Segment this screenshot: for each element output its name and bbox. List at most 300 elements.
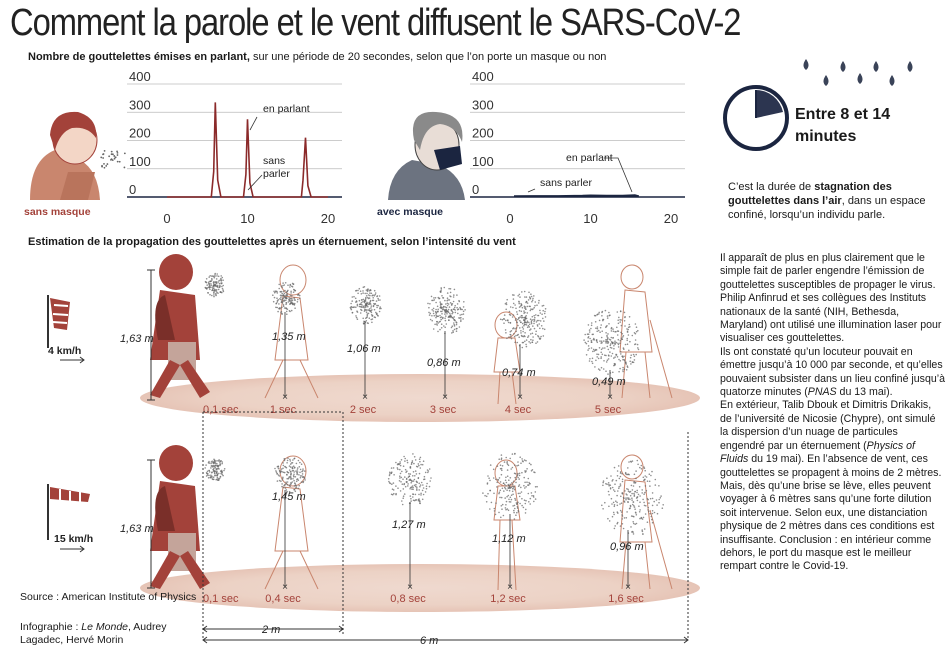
annotation: parler	[263, 168, 290, 180]
cloud-particle	[299, 298, 301, 300]
cloud-particle	[215, 293, 217, 295]
time-label: 1 sec	[269, 404, 297, 416]
time-label: 1,2 sec	[490, 593, 526, 605]
cloud-particle	[283, 465, 285, 467]
cloud-particle	[651, 516, 653, 518]
cloud-particle	[620, 471, 622, 473]
cloud-particle	[607, 317, 609, 319]
cloud-particle	[517, 477, 519, 479]
cloud-particle	[601, 349, 603, 351]
cloud-particle	[506, 489, 508, 491]
clock-icon	[725, 87, 787, 149]
cloud-particle	[634, 359, 636, 361]
cloud-particle	[607, 333, 609, 335]
cloud-particle	[510, 306, 512, 308]
cloud-particle	[526, 296, 528, 298]
cloud-particle	[290, 471, 292, 473]
cloud-particle	[621, 473, 623, 475]
cloud-particle	[296, 473, 298, 475]
cloud-particle	[634, 491, 636, 493]
article-paragraph: Il apparaît de plus en plus clairement que le simple fait de parler engendre l’émission de gouttelettes susceptibles de propager le virus. Philip Anfinrud et ses collègues des Instituts nationaux de la santé (NIH, Bethesda, Maryland) ont utilisé une illumination laser pour visualiser ces gouttelettes.	[720, 252, 942, 345]
cloud-particle	[206, 284, 208, 286]
cloud-particle	[513, 512, 515, 514]
cloud-particle	[524, 482, 526, 484]
credits-note: Infographie : Le Monde, Audrey Lagadec, Hervé Morin	[20, 621, 167, 646]
cloud-particle	[503, 482, 505, 484]
cloud-particle	[537, 325, 539, 327]
cloud-particle	[501, 459, 503, 461]
cloud-particle	[505, 485, 507, 487]
cloud-particle	[505, 457, 507, 459]
cloud-particle	[607, 341, 609, 343]
cloud-particle	[212, 466, 214, 468]
cloud-particle	[527, 306, 529, 308]
cloud-particle	[511, 482, 513, 484]
cloud-particle	[536, 321, 538, 323]
cloud-particle	[445, 320, 447, 322]
cloud-particle	[433, 308, 435, 310]
cloud-particle	[517, 295, 519, 297]
cloud-particle	[614, 340, 616, 342]
cloud-particle	[652, 505, 654, 507]
cloud-particle	[501, 454, 503, 456]
cloud-particle	[408, 473, 410, 475]
cloud-particle	[626, 517, 628, 519]
cloud-particle	[456, 322, 458, 324]
cloud-particle	[504, 461, 506, 463]
cloud-particle	[221, 280, 223, 282]
cloud-particle	[525, 503, 527, 505]
cloud-particle	[439, 321, 441, 323]
cloud-particle	[629, 324, 631, 326]
cloud-particle	[618, 359, 620, 361]
cloud-particle	[635, 354, 637, 356]
cloud-particle	[453, 296, 455, 298]
cloud-particle	[363, 299, 365, 301]
cloud-particle	[626, 488, 628, 490]
cloud-particle	[216, 289, 218, 291]
cloud-particle	[607, 359, 609, 361]
cloud-particle	[513, 487, 515, 489]
cloud-particle	[426, 483, 428, 485]
cloud-particle	[375, 292, 377, 294]
cloud-particle	[607, 343, 609, 345]
cloud-particle	[445, 311, 447, 313]
cloud-particle	[219, 283, 221, 285]
cloud-particle	[419, 461, 421, 463]
cloud-particle	[633, 533, 635, 535]
cloud-particle	[416, 473, 418, 475]
cloud-particle	[369, 295, 371, 297]
position-marker: ×	[442, 392, 448, 403]
cloud-particle	[625, 493, 627, 495]
cloud-particle	[654, 512, 656, 514]
height-row1: 1,63 m	[120, 333, 154, 345]
cloud-particle	[283, 305, 285, 307]
cloud-particle	[300, 469, 302, 471]
cloud-particle	[279, 470, 281, 472]
cloud-particle	[218, 459, 220, 461]
cloud-particle	[482, 492, 484, 494]
cloud-particle	[618, 346, 620, 348]
cloud-particle	[600, 342, 602, 344]
cloud-particle	[604, 502, 606, 504]
cloud-particle	[643, 502, 645, 504]
cloud-particle	[361, 302, 363, 304]
cloud-particle	[419, 503, 421, 505]
cloud-particle	[412, 496, 414, 498]
cloud-particle	[404, 493, 406, 495]
cloud-particle	[283, 297, 285, 299]
cloud-particle	[297, 301, 299, 303]
cloud-particle	[616, 480, 618, 482]
cloud-particle	[617, 475, 619, 477]
cloud-particle	[361, 299, 363, 301]
cloud-particle	[513, 303, 515, 305]
cloud-particle	[653, 501, 655, 503]
cloud-particle	[630, 357, 632, 359]
cloud-particle	[355, 306, 357, 308]
cloud-particle	[450, 292, 452, 294]
cloud-particle	[460, 317, 462, 319]
cloud-particle	[525, 509, 527, 511]
cloud-particle	[210, 285, 212, 287]
cloud-particle	[412, 453, 414, 455]
cloud-particle	[297, 299, 299, 301]
cloud-particle	[637, 500, 639, 502]
cloud-particle	[526, 324, 528, 326]
cloud-particle	[447, 297, 449, 299]
cloud-particle	[405, 486, 407, 488]
cloud-particle	[218, 478, 220, 480]
cloud-particle	[635, 470, 637, 472]
cloud-particle	[412, 460, 414, 462]
cloud-particle	[420, 493, 422, 495]
cloud-particle	[278, 284, 280, 286]
cloud-particle	[613, 357, 615, 359]
cloud-particle	[524, 321, 526, 323]
droplet	[113, 155, 115, 157]
cloud-particle	[275, 307, 277, 309]
cloud-particle	[411, 481, 413, 483]
cloud-particle	[407, 485, 409, 487]
cloud-particle	[372, 315, 374, 317]
cloud-particle	[535, 333, 537, 335]
cloud-particle	[370, 290, 372, 292]
cloud-particle	[453, 308, 455, 310]
cloud-particle	[440, 291, 442, 293]
cloud-particle	[493, 493, 495, 495]
cloud-particle	[622, 355, 624, 357]
cloud-particle	[437, 309, 439, 311]
cloud-particle	[209, 294, 211, 296]
cloud-particle	[647, 521, 649, 523]
cloud-particle	[505, 329, 507, 331]
cloud-particle	[519, 496, 521, 498]
cloud-particle	[589, 329, 591, 331]
cloud-particle	[526, 318, 528, 320]
cloud-particle	[517, 342, 519, 344]
cloud-particle	[284, 460, 286, 462]
cloud-particle	[611, 337, 613, 339]
cloud-particle	[632, 504, 634, 506]
cloud-particle	[499, 477, 501, 479]
position-marker: ×	[362, 392, 368, 403]
cloud-particle	[531, 296, 533, 298]
cloud-particle	[512, 453, 514, 455]
cloud-particle	[375, 303, 377, 305]
cloud-particle	[518, 465, 520, 467]
cloud-particle	[460, 319, 462, 321]
cloud-particle	[617, 470, 619, 472]
cloud-particle	[280, 312, 282, 314]
cloud-particle	[408, 479, 410, 481]
cloud-particle	[507, 475, 509, 477]
cloud-particle	[216, 281, 218, 283]
cloud-particle	[635, 333, 637, 335]
cloud-particle	[617, 334, 619, 336]
cloud-particle	[644, 505, 646, 507]
cloud-particle	[515, 514, 517, 516]
cloud-particle	[609, 520, 611, 522]
cloud-particle	[446, 323, 448, 325]
cloud-particle	[521, 491, 523, 493]
cloud-particle	[647, 507, 649, 509]
cloud-particle	[208, 286, 210, 288]
cloud-particle	[519, 327, 521, 329]
cloud-particle	[421, 482, 423, 484]
cloud-particle	[366, 295, 368, 297]
cloud-particle	[504, 487, 506, 489]
cloud-particle	[523, 310, 525, 312]
cloud-particle	[505, 480, 507, 482]
cloud-particle	[517, 334, 519, 336]
cloud-particle	[596, 339, 598, 341]
cloud-particle	[513, 327, 515, 329]
cloud-particle	[452, 325, 454, 327]
cloud-particle	[595, 321, 597, 323]
cloud-particle	[644, 467, 646, 469]
cloud-particle	[506, 299, 508, 301]
cloud-particle	[420, 484, 422, 486]
cloud-particle	[536, 486, 538, 488]
cloud-particle	[545, 316, 547, 318]
cloud-particle	[374, 309, 376, 311]
cloud-particle	[367, 322, 369, 324]
cloud-particle	[453, 324, 455, 326]
cloud-particle	[500, 490, 502, 492]
cloud-particle	[521, 291, 523, 293]
cloud-particle	[523, 325, 525, 327]
cloud-particle	[522, 347, 524, 349]
cloud-particle	[395, 462, 397, 464]
cloud-particle	[649, 513, 651, 515]
cloud-particle	[461, 314, 463, 316]
y-tick-label: 0	[472, 182, 480, 197]
cloud-particle	[434, 299, 436, 301]
cloud-particle	[380, 308, 382, 310]
cloud-particle	[428, 307, 430, 309]
cloud-particle	[633, 354, 635, 356]
cloud-particle	[540, 338, 542, 340]
cloud-particle	[431, 296, 433, 298]
cloud-particle	[533, 295, 535, 297]
cloud-particle	[611, 328, 613, 330]
cloud-particle	[529, 306, 531, 308]
cloud-particle	[365, 300, 367, 302]
cloud-particle	[393, 467, 395, 469]
cloud-particle	[542, 328, 544, 330]
cloud-particle	[275, 291, 277, 293]
cloud-particle	[517, 319, 519, 321]
cloud-particle	[615, 500, 617, 502]
cloud-particle	[514, 342, 516, 344]
cloud-particle	[451, 303, 453, 305]
cloud-particle	[636, 331, 638, 333]
cloud-particle	[222, 288, 224, 290]
cloud-particle	[442, 318, 444, 320]
cloud-particle	[430, 319, 432, 321]
cloud-particle	[616, 327, 618, 329]
cloud-particle	[357, 293, 359, 295]
cloud-particle	[530, 342, 532, 344]
cloud-particle	[518, 336, 520, 338]
cloud-particle	[606, 335, 608, 337]
cloud-particle	[629, 507, 631, 509]
cloud-particle	[413, 500, 415, 502]
cloud-particle	[537, 320, 539, 322]
cloud-particle	[376, 300, 378, 302]
cloud-particle	[460, 308, 462, 310]
cloud-particle	[516, 327, 518, 329]
cloud-particle	[487, 483, 489, 485]
cloud-particle	[613, 512, 615, 514]
cloud-particle	[644, 528, 646, 530]
cloud-particle	[503, 322, 505, 324]
cloud-particle	[591, 361, 593, 363]
cloud-particle	[519, 310, 521, 312]
cloud-particle	[545, 308, 547, 310]
cloud-particle	[588, 324, 590, 326]
cloud-particle	[219, 462, 221, 464]
cloud-particle	[425, 472, 427, 474]
cloud-particle	[517, 507, 519, 509]
cloud-particle	[356, 290, 358, 292]
cloud-particle	[636, 326, 638, 328]
cloud-particle	[414, 456, 416, 458]
cloud-particle	[544, 313, 546, 315]
time-label: 0,8 sec	[390, 593, 426, 605]
cloud-particle	[293, 289, 295, 291]
cloud-particle	[597, 328, 599, 330]
cloud-particle	[215, 468, 217, 470]
cloud-particle	[210, 286, 212, 288]
cloud-particle	[400, 465, 402, 467]
cloud-particle	[591, 340, 593, 342]
cloud-particle	[503, 515, 505, 517]
cloud-particle	[288, 301, 290, 303]
cloud-particle	[507, 469, 509, 471]
cloud-particle	[296, 463, 298, 465]
cloud-particle	[639, 509, 641, 511]
cloud-particle	[508, 336, 510, 338]
cloud-particle	[300, 477, 302, 479]
cloud-particle	[427, 303, 429, 305]
cloud-particle	[516, 322, 518, 324]
cloud-particle	[280, 472, 282, 474]
cloud-particle	[301, 463, 303, 465]
cloud-particle	[420, 467, 422, 469]
cloud-particle	[620, 525, 622, 527]
cloud-particle	[583, 339, 585, 341]
cloud-particle	[511, 494, 513, 496]
propagation-markers	[203, 312, 644, 605]
cloud-particle	[221, 286, 223, 288]
cloud-particle	[506, 496, 508, 498]
cloud-particle	[209, 289, 211, 291]
cloud-particle	[507, 487, 509, 489]
position-marker: ×	[517, 392, 523, 403]
cloud-particle	[433, 313, 435, 315]
walker-row2-icon	[150, 445, 210, 589]
cloud-particle	[212, 462, 214, 464]
cloud-particle	[533, 307, 535, 309]
cloud-particle	[511, 499, 513, 501]
cloud-particle	[372, 300, 374, 302]
cloud-particle	[357, 305, 359, 307]
cloud-particle	[453, 322, 455, 324]
cloud-particle	[287, 284, 289, 286]
cloud-particle	[454, 329, 456, 331]
cloud-particle	[634, 474, 636, 476]
cloud-particle	[612, 372, 614, 374]
cloud-particle	[403, 488, 405, 490]
cloud-particle	[620, 485, 622, 487]
cloud-particle	[357, 311, 359, 313]
cloud-particle	[538, 320, 540, 322]
cloud-particle	[534, 305, 536, 307]
cloud-particle	[596, 314, 598, 316]
cloud-particle	[508, 495, 510, 497]
cloud-particle	[397, 469, 399, 471]
x-tick-label: 0	[506, 211, 514, 226]
cloud-particle	[516, 465, 518, 467]
cloud-particle	[533, 319, 535, 321]
cloud-particle	[524, 307, 526, 309]
cloud-particle	[622, 367, 624, 369]
cloud-particle	[285, 487, 287, 489]
cloud-particle	[419, 486, 421, 488]
cloud-particle	[606, 477, 608, 479]
cloud-particle	[213, 468, 215, 470]
cloud-particle	[448, 288, 450, 290]
cloud-particle	[291, 310, 293, 312]
cloud-particle	[429, 486, 431, 488]
cloud-particle	[218, 276, 220, 278]
cloud-particle	[614, 506, 616, 508]
cloud-particle	[617, 319, 619, 321]
cloud-particle	[647, 480, 649, 482]
cloud-particle	[287, 457, 289, 459]
cloud-particle	[534, 328, 536, 330]
cloud-particle	[520, 462, 522, 464]
cloud-particle	[591, 341, 593, 343]
cloud-particle	[627, 331, 629, 333]
cloud-particle	[217, 477, 219, 479]
cloud-particle	[501, 468, 503, 470]
cloud-particle	[276, 473, 278, 475]
cloud-particle	[299, 462, 301, 464]
